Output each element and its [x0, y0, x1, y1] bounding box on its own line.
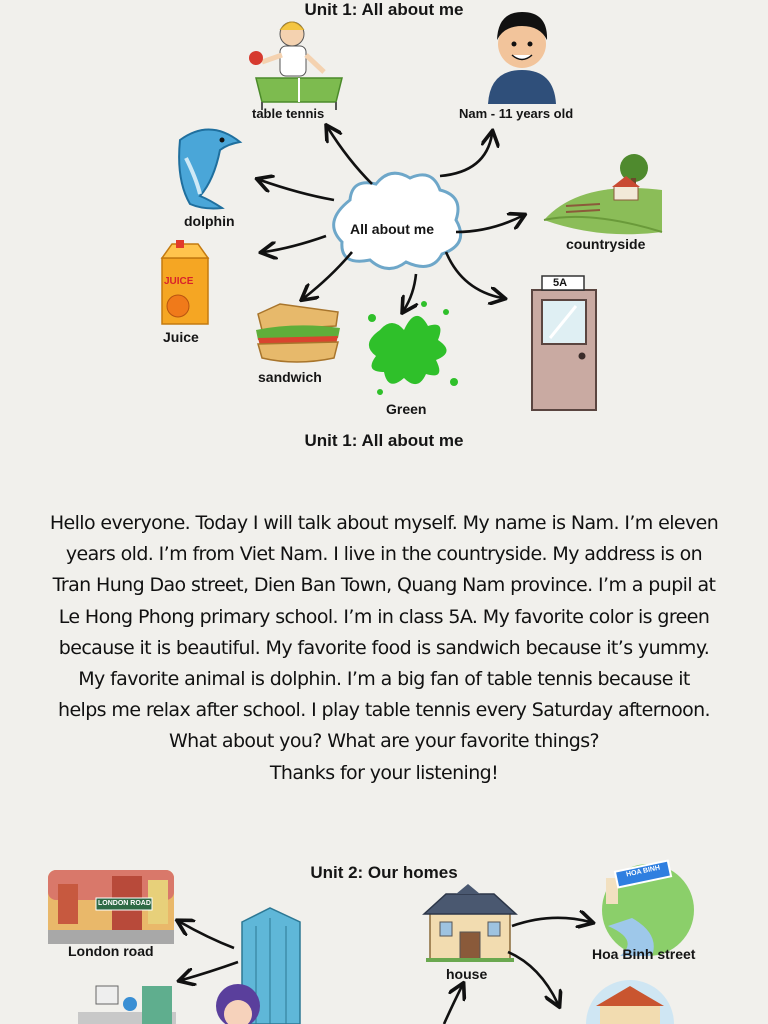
paragraph-line: Tran Hung Dao street, Dien Ban Town, Quang Nam province. I’m a pupil at	[52, 574, 716, 597]
label-juice: Juice	[163, 329, 199, 345]
paragraph-line: years old. I’m from Viet Nam. I live in the countryside. My address is on	[65, 543, 703, 566]
unit1-bottom-title: Unit 1: All about me	[304, 431, 464, 450]
label-house: house	[446, 966, 488, 982]
paragraph-line: helps me relax after school. I play table tennis every Saturday afternoon.	[58, 699, 710, 722]
shop-icon	[78, 986, 176, 1024]
paragraph-line: What about you? What are your favorite things?	[168, 730, 600, 753]
london-road-image	[48, 870, 174, 944]
label-table-tennis: table tennis	[252, 106, 325, 121]
label-london-road: London road	[68, 943, 154, 959]
paragraph-line: Thanks for your listening!	[269, 761, 499, 784]
label-green: Green	[386, 401, 427, 417]
label-sandwich: sandwich	[258, 369, 322, 385]
juice-box-text: JUICE	[164, 276, 194, 287]
unit1-top-title: Unit 1: All about me	[304, 0, 464, 19]
center-label: All about me	[350, 221, 435, 237]
label-countryside: countryside	[566, 236, 646, 252]
school-icon	[586, 980, 674, 1024]
label-dolphin: dolphin	[184, 213, 235, 229]
paragraph-line: Le Hong Phong primary school. I’m in class 5A. My favorite color is green	[58, 605, 710, 628]
london-road-sign: LONDON ROAD	[98, 900, 151, 907]
label-hoa-binh-street: Hoa Binh street	[592, 946, 696, 962]
hoa-binh-street-image	[602, 861, 694, 956]
house-icon	[424, 884, 516, 962]
paragraph-line: because it is beautiful. My favorite food is sandwich because it’s yummy.	[58, 636, 710, 659]
hoa-binh-sign: HOA BINH	[625, 864, 661, 879]
unit2-title: Unit 2: Our homes	[310, 863, 458, 882]
door-number: 5A	[553, 277, 568, 289]
paragraph-line: Hello everyone. Today I will talk about myself. My name is Nam. I’m eleven	[49, 512, 719, 534]
label-nam: Nam - 11 years old	[459, 106, 574, 121]
paragraph-line: My favorite animal is dolphin. I’m a big fan of table tennis because it	[78, 668, 690, 691]
